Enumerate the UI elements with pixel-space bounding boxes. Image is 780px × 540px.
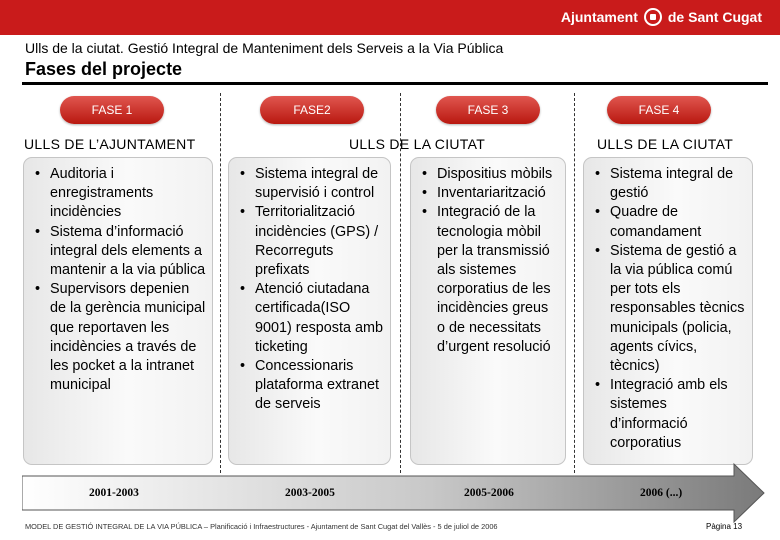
- page-subtitle: Ulls de la ciutat. Gestió Integral de Manteniment dels Serveis a la Via Pública: [25, 40, 504, 56]
- list-item: • Concessionaris plataforma extranet de serveis: [237, 357, 384, 415]
- list-item: • Sistema integral de gestió: [592, 165, 746, 203]
- phase-period-4: 2006 (...): [640, 487, 683, 499]
- title-rule: [22, 82, 768, 85]
- phase-panel-3: [410, 157, 566, 465]
- phase-panel-2: [228, 157, 391, 465]
- list-item: • Atenció ciutadana certificada(ISO 9001) resposta amb ticketing: [237, 280, 384, 357]
- list-item: • Sistema de gestió a la via pública comú per tots els responsables tècnics municipals (policia, agents cívics, tècnics): [592, 242, 746, 376]
- seal-icon: [644, 8, 662, 26]
- phase-4-list: [592, 165, 746, 453]
- phase-2-list: [237, 165, 384, 415]
- list-item: • Auditoria i enregistraments incidències: [32, 165, 206, 223]
- phase-divider: [220, 93, 221, 473]
- header-bar: [0, 0, 780, 35]
- phase-divider: [400, 93, 401, 473]
- footer-text: MODEL DE GESTIÓ INTEGRAL DE LA VIA PÚBLICA – Planificació i Infraestructures - Ajuntament de Sant Cugat del Vallès - 5 de juliol de 2006: [25, 522, 498, 531]
- phase-panel-4: [583, 157, 753, 465]
- list-item: • Integració de la tecnologia mòbil per la transmissió als sistemes corporatius de les incidències greus o de necessitats d’urgent resolució: [419, 203, 559, 357]
- phase-owner-2: ULLS DE LA CIUTAT: [349, 136, 486, 152]
- phase-divider: [574, 93, 575, 473]
- list-item: • Dispositius mòbils: [419, 165, 559, 184]
- phase-panel-1: [23, 157, 213, 465]
- list-item: • Territorialització incidències (GPS) / Recorreguts prefixats: [237, 203, 384, 280]
- list-item: • Quadre de comandament: [592, 203, 746, 241]
- phase-owner-1: ULLS DE L’AJUNTAMENT: [24, 136, 196, 152]
- phase-badge-2: FASE2: [260, 96, 364, 124]
- page-number: Pàgina 13: [706, 522, 743, 531]
- phase-badge-4: FASE 4: [607, 96, 711, 124]
- phase-period-1: 2001-2003: [89, 487, 139, 499]
- brand-right-text: de Sant Cugat: [667, 9, 762, 25]
- list-item: • Supervisors depenien de la gerència municipal que reportaven les incidències a través de les pocket a la intranet municipal: [32, 280, 206, 395]
- list-item: • Sistema d’informació integral dels elements a mantenir a la via pública: [32, 223, 206, 281]
- phase-badge-3: FASE 3: [436, 96, 540, 124]
- brand-logo: [561, 8, 762, 26]
- brand-left-text: Ajuntament: [560, 9, 638, 25]
- page-title: Fases del projecte: [25, 59, 183, 79]
- list-item: • Sistema integral de supervisió i control: [237, 165, 384, 203]
- phase-badge-1: FASE 1: [60, 96, 164, 124]
- phase-period-2: 2003-2005: [285, 487, 335, 499]
- list-item: • Inventariarització: [419, 184, 559, 203]
- phase-3-list: [419, 165, 559, 357]
- phase-1-list: [32, 165, 206, 395]
- phase-owner-4: ULLS DE LA CIUTAT: [597, 136, 734, 152]
- phase-period-3: 2005-2006: [464, 487, 514, 499]
- list-item: • Integració amb els sistemes d’informació corporatius: [592, 376, 746, 453]
